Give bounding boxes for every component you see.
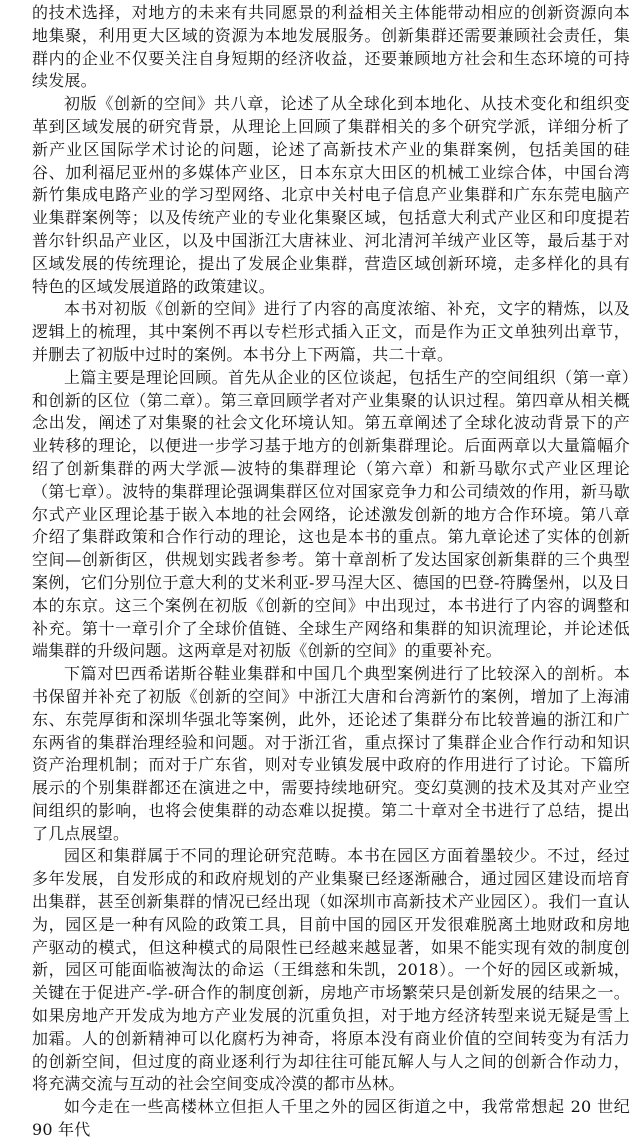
paragraph-parks-and-clusters: 园区和集群属于不同的理论研究范畴。本书在园区方面着墨较少。不过，经过多年发展，自发形成的和政府规划的产业集聚已经逐渐融合，通过园区建设而培育出集群，甚至创新集群的情况已经出现（如深圳市高新技术产业园区）。我们一直认为，园区是一种有风险的政策工具，目前中国的园区开发很难脱离土地财政和房地产驱动的模式，但这种模式的局限性已经越来越显著，如果不能实现有效的制度创新，园区可能面临被淘汰的命运（王缉慈和朱凯，2018）。一个好的园区或新城，关键在于促进产-学-研合作的制度创新，房地产市场繁荣只是创新发展的结果之一。如果房地产开发成为地方产业发展的沉重负担，对于地方经济转型来说无疑是雪上加霜。人的创新精神可以化腐朽为神奇，将原本没有商业价值的空间转变为有活力的创新空间，但过度的商业逐利行为却往往可能瓦解人与人之间的创新合作动力，将充满交流与互动的社会空间变成冷漠的都市丛林。 xyxy=(32,846,630,1094)
paragraph-part-one: 上篇主要是理论回顾。首先从企业的区位谈起，包括生产的空间组织（第一章）和创新的区位（第二章）。第三章回顾学者对产业集聚的认识过程。第四章从相关概念出发，阐述了对集聚的社会文化环境认知。第五章阐述了全球化波动背景下的产业转移的理论，以便进一步学习基于地方的创新集群理论。后面两章以大量篇幅介绍了创新集群的两大学派—波特的集群理论（第六章）和新马歇尔式产业区理论（第七章）。波特的集群理论强调集群区位对国家竞争力和公司绩效的作用，新马歇尔式产业区理论基于嵌入本地的社会网络，论述激发创新的地方合作环境。第八章介绍了集群政策和合作行动的理论，这也是本书的重点。第九章论述了实体的创新空间—创新街区，供规划实践者参考。第十章剖析了发达国家创新集群的三个典型案例，它们分别位于意大利的艾米利亚-罗马涅大区、德国的巴登-符腾堡州，以及日本的东京。这三个案例在初版《创新的空间》中出现过，本书进行了内容的调整和补充。第十一章引介了全球价值链、全球生产网络和集群的知识流理论，并论述低端集群的升级问题。这两章是对初版《创新的空间》的重要补充。 xyxy=(32,367,630,661)
paragraph-first-edition-summary: 初版《创新的空间》共八章，论述了从全球化到本地化、从技术变化和组织变革到区域发展的研究背景，从理论上回顾了集群相关的多个研究学派，详细分析了新产业区国际学术讨论的问题，论述了高新技术产业的集群案例，包括美国的硅谷、加利福尼亚州的多媒体产业区，日本东京大田区的机械工业综合体，中国台湾新竹集成电路产业的学习型网络、北京中关村电子信息产业集群和广东东莞电脑产业集群案例等；以及传统产业的专业化集聚区域，包括意大利式产业区和印度提若普尔针织品产业区，以及中国浙江大唐袜业、河北清河羊绒产业区等，最后基于对区域发展的传统理论，提出了发展企业集群，营造区域创新环境，走多样化的具有特色的区域发展道路的政策建议。 xyxy=(32,94,630,296)
paragraph-continuation: 的技术选择，对地方的未来有共同愿景的利益相关主体能带动相应的创新资源向本地集聚，利用更大区域的资源为本地发展服务。创新集群还需要兼顾社会责任，集群内的企业不仅要关注自身短期的经济收益，还要兼顾地方社会和生态环境的可持续发展。 xyxy=(32,3,630,91)
paragraph-book-structure: 本书对初版《创新的空间》进行了内容的高度浓缩、补充，文字的精炼，以及逻辑上的梳理，其中案例不再以专栏形式插入正文，而是作为正文单独列出章节，并删去了初版中过时的案例。本书分上下两篇，共二十章。 xyxy=(32,299,630,364)
paragraph-closing: 如今走在一些高楼林立但拒人千里之外的园区街道之中，我常常想起 20 世纪 90 年代 xyxy=(32,1097,630,1140)
document-page xyxy=(32,2,630,1140)
paragraph-part-two: 下篇对巴西希诺斯谷鞋业集群和中国几个典型案例进行了比较深入的剖析。本书保留并补充了初版《创新的空间》中浙江大唐和台湾新竹的案例，增加了上海浦东、东莞厚街和深圳华强北等案例，此外，还论述了集群分布比较普遍的浙江和广东两省的集群治理经验和问题。对于浙江省，重点探讨了集群企业合作行动和知识资产治理机制；而对于广东省，则对专业镇发展中政府的作用进行了讨论。下篇所展示的个别集群都还在演进之中，需要持续地研究。变幻莫测的技术及其对产业空间组织的影响，也将会使集群的动态难以捉摸。第二十章对全书进行了总结，提出了几点展望。 xyxy=(32,664,630,843)
